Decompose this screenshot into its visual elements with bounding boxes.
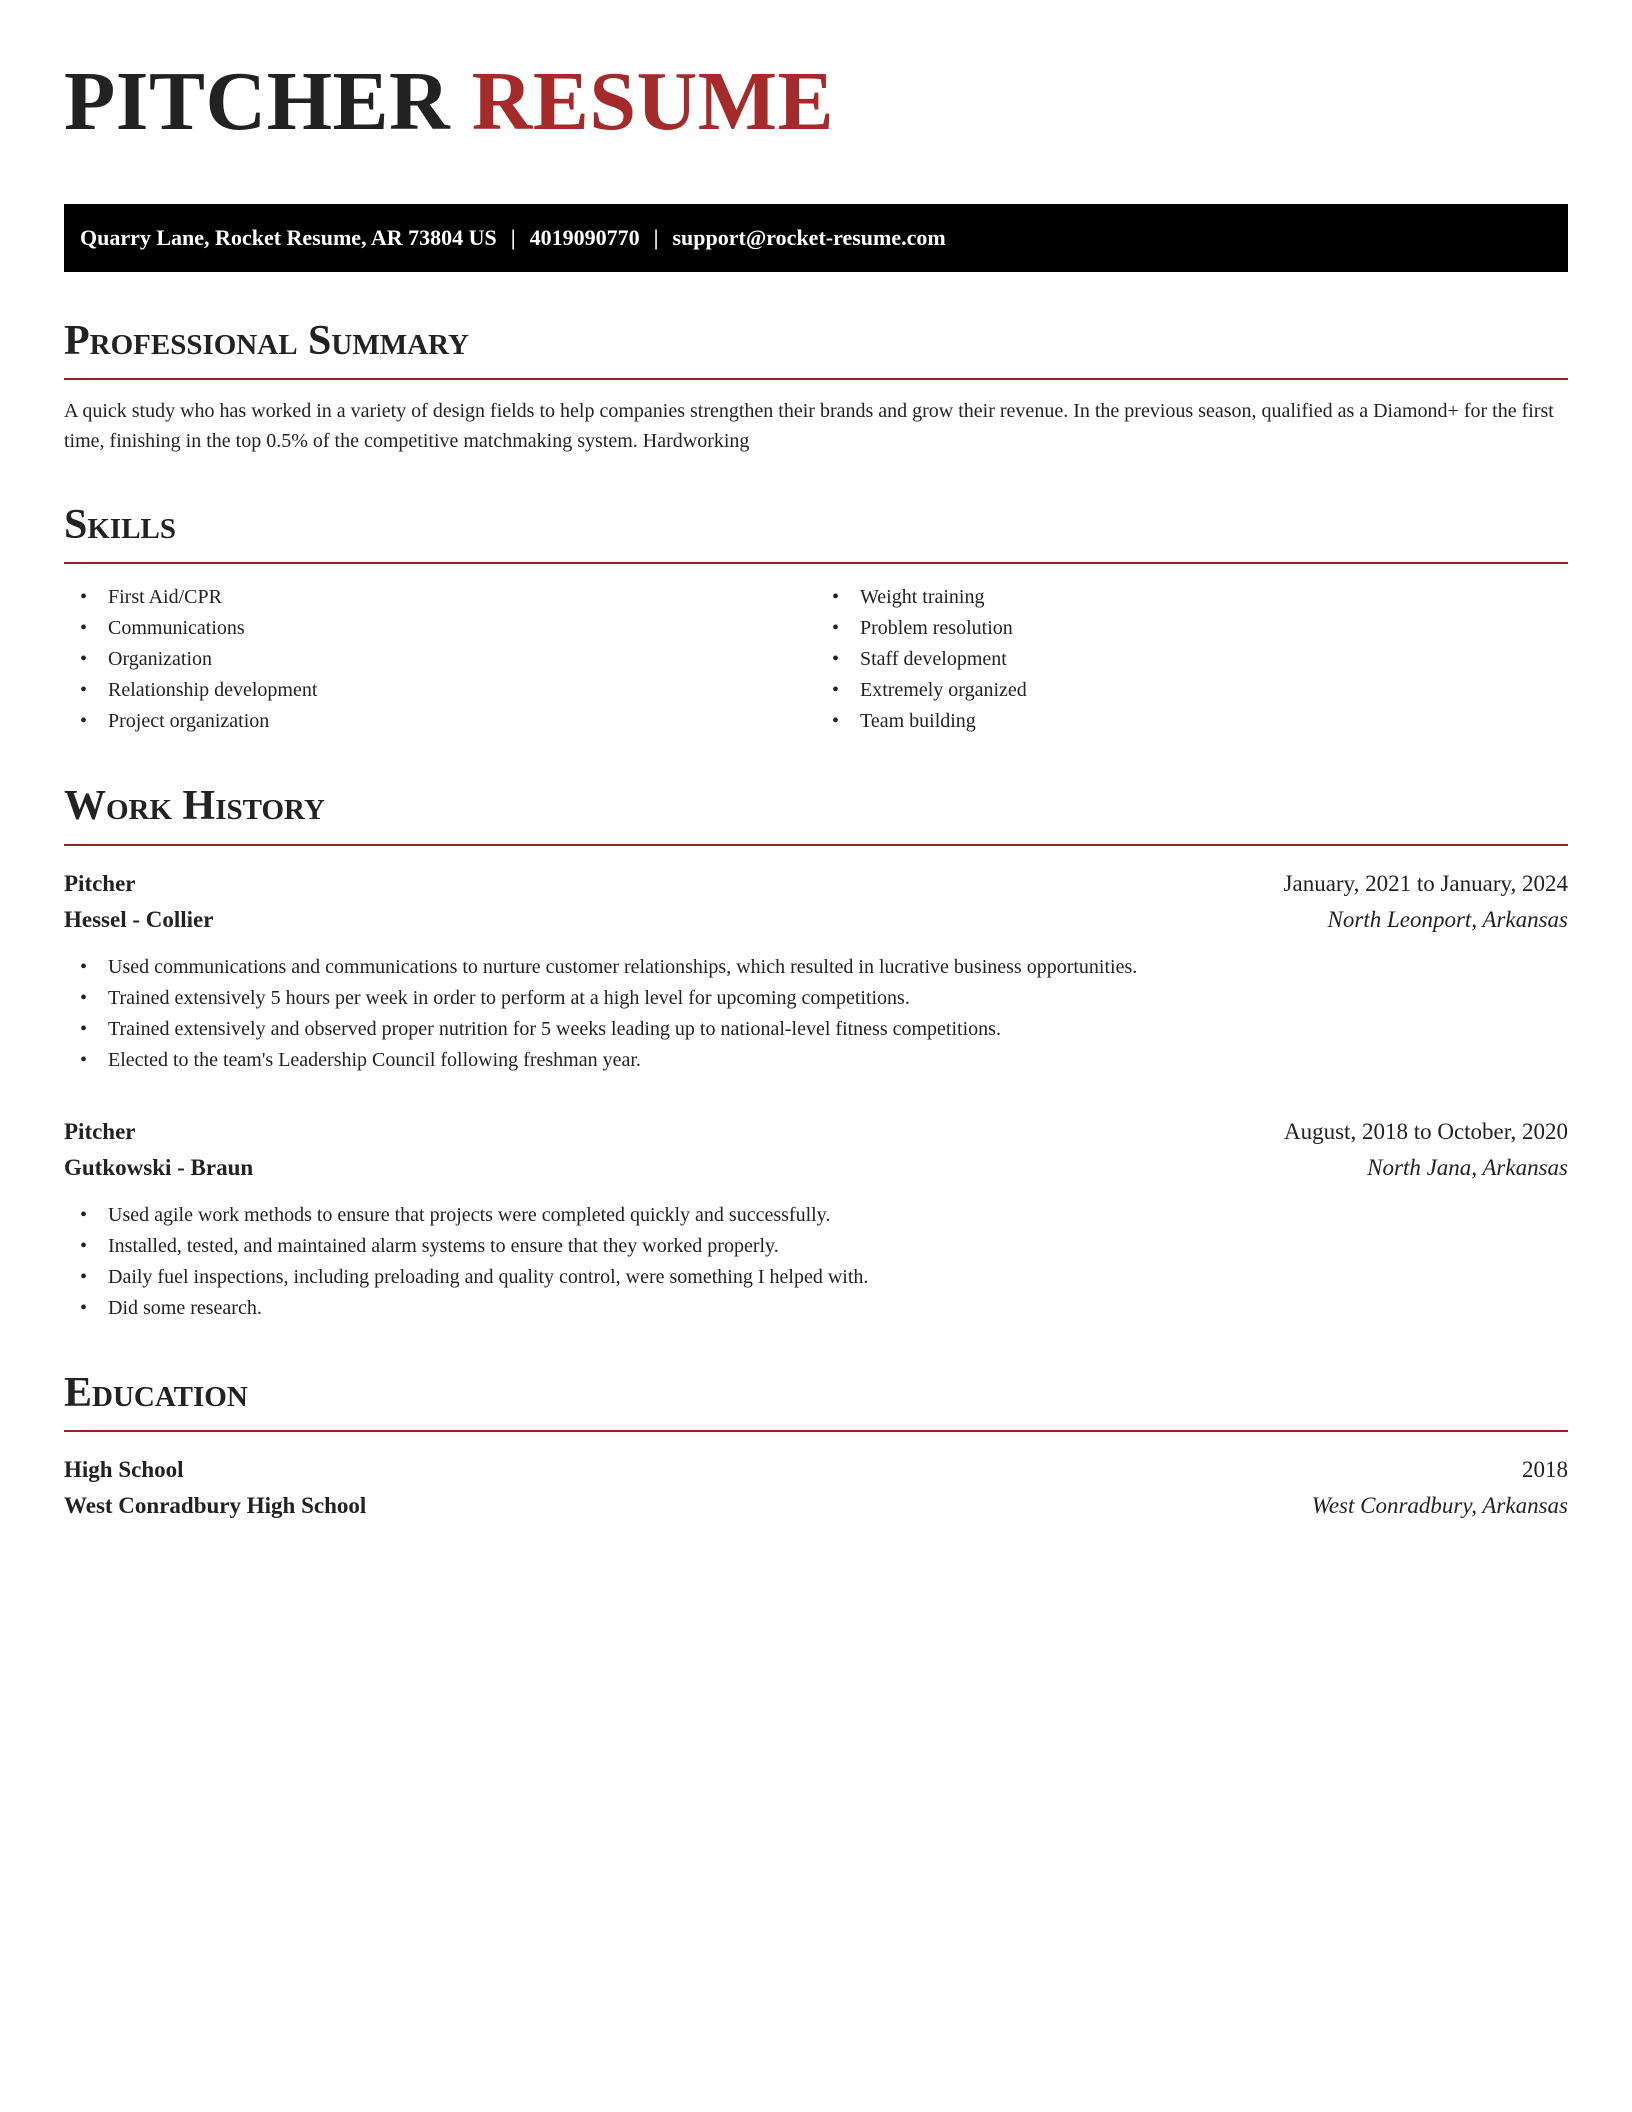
job-dates: August, 2018 to October, 2020	[1284, 1118, 1568, 1144]
job-company: Hessel - Collier	[64, 906, 214, 932]
job-entry	[64, 866, 1568, 1076]
section-divider	[64, 844, 1568, 846]
skill-item: • Team building	[816, 706, 1568, 737]
skills-title: Skills	[64, 502, 177, 549]
education-year: 2018	[1522, 1456, 1568, 1482]
education-location: West Conradbury, Arkansas	[1311, 1492, 1568, 1518]
section-divider	[64, 378, 1568, 380]
job-bullet: • Did some research.	[64, 1293, 1568, 1324]
job-bullets	[64, 1200, 1568, 1324]
job-dates: January, 2021 to January, 2024	[1283, 870, 1568, 896]
skills-list-right	[816, 582, 1568, 737]
contact-phone: 4019090770	[529, 225, 640, 250]
skill-item: • Problem resolution	[816, 613, 1568, 644]
job-location: North Jana, Arkansas	[1367, 1154, 1568, 1180]
name-last: RESUME	[471, 55, 835, 148]
job-bullet: • Elected to the team's Leadership Council following freshman year.	[64, 1045, 1568, 1076]
skill-item: • Weight training	[816, 582, 1568, 613]
job-bullet: • Used agile work methods to ensure that projects were completed quickly and successfully.	[64, 1200, 1568, 1231]
education-entry	[64, 1452, 1568, 1524]
job-bullet: • Daily fuel inspections, including preloading and quality control, were something I helped with.	[64, 1262, 1568, 1293]
education-title: Education	[64, 1369, 248, 1416]
education-header-row	[64, 1452, 1568, 1488]
job-entry	[64, 1114, 1568, 1324]
job-company-row	[64, 902, 1568, 938]
job-company-row	[64, 1150, 1568, 1186]
education-school-row	[64, 1488, 1568, 1524]
skill-item: • Extremely organized	[816, 675, 1568, 706]
name-first: PITCHER	[64, 55, 451, 148]
skill-item: • Relationship development	[64, 675, 816, 706]
section-divider	[64, 562, 1568, 564]
job-location: North Leonport, Arkansas	[1327, 906, 1568, 932]
job-header-row	[64, 1114, 1568, 1150]
education-degree: High School	[64, 1456, 184, 1482]
work-history-section	[64, 783, 1568, 1323]
job-bullet: • Trained extensively 5 hours per week in order to perform at a high level for upcoming competitions.	[64, 983, 1568, 1014]
contact-separator: |	[510, 225, 516, 250]
contact-bar	[64, 204, 1568, 272]
skills-grid	[64, 582, 1568, 737]
skills-section	[64, 502, 1568, 737]
skill-item: • First Aid/CPR	[64, 582, 816, 613]
skill-item: • Project organization	[64, 706, 816, 737]
job-company: Gutkowski - Braun	[64, 1154, 254, 1180]
skill-item: • Organization	[64, 644, 816, 675]
skill-item: • Communications	[64, 613, 816, 644]
contact-separator: |	[653, 225, 659, 250]
job-bullet: • Used communications and communications to nurture customer relationships, which resulted in lucrative business opportunities.	[64, 952, 1568, 983]
education-section	[64, 1370, 1568, 1524]
summary-section	[64, 318, 1568, 456]
job-bullet: • Installed, tested, and maintained alarm systems to ensure that they worked properly.	[64, 1231, 1568, 1262]
education-school: West Conradbury High School	[64, 1492, 367, 1518]
skills-list-left	[64, 582, 816, 737]
summary-text: A quick study who has worked in a variety of design fields to help companies strengthen their brands and grow their revenue. In the previous season, qualified as a Diamond+ for the first time, finishing in the top 0.5% of the competitive matchmaking system. Hardworking	[64, 400, 1554, 453]
section-divider	[64, 1430, 1568, 1432]
resume-name	[64, 56, 1568, 160]
job-bullets	[64, 952, 1568, 1076]
contact-email: support@rocket-resume.com	[672, 225, 946, 250]
summary-title: Professional Summary	[64, 318, 469, 364]
work-history-title: Work History	[64, 783, 325, 830]
job-bullet: • Trained extensively and observed proper nutrition for 5 weeks leading up to national-level fitness competitions.	[64, 1014, 1568, 1045]
job-role: Pitcher	[64, 870, 136, 896]
job-header-row	[64, 866, 1568, 902]
contact-address: Quarry Lane, Rocket Resume, AR 73804 US	[80, 225, 497, 250]
skill-item: • Staff development	[816, 644, 1568, 675]
job-role: Pitcher	[64, 1118, 136, 1144]
